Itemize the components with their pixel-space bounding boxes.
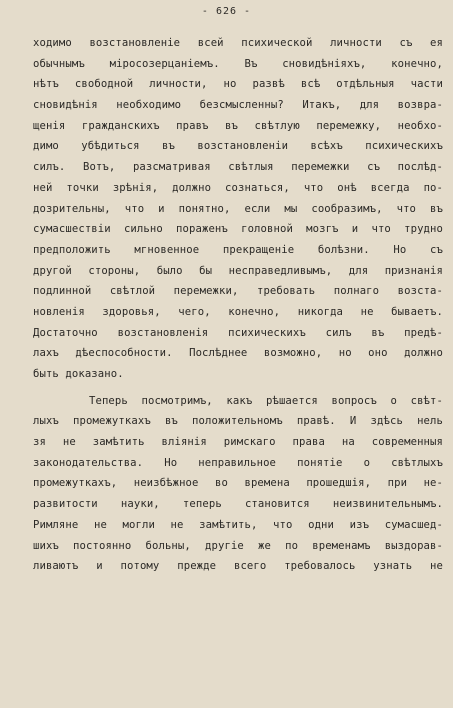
- text-line: лыхъ промежуткахъ въ положительномъ правѣ. И здѣсь нель: [33, 415, 443, 428]
- page-number: - 626 -: [201, 6, 252, 17]
- text-line: ливаютъ и потому прежде всего требовалось узнать не: [33, 560, 443, 573]
- text-line: лахъ дѣеспособности. Послѣднее возможно, но оно должно: [33, 347, 443, 360]
- text-line: обычнымъ міросозерцаніемъ. Въ сновидѣніяхъ, конечно,: [33, 57, 443, 70]
- text-line: шихъ постоянно больны, другіе же по временамъ выздорав-: [33, 539, 443, 552]
- text-line: предположить мгновенное прекращеніе болѣзни. Но съ: [33, 243, 443, 256]
- text-line: дозрительны, что и понятно, если мы сообразимъ, что въ: [33, 202, 443, 215]
- text-line: сумасшествіи сильно пораженъ головной мозгъ и что трудно: [33, 223, 443, 236]
- text-line: законодательства. Но неправильное понятіе о свѣтлыхъ: [33, 456, 443, 469]
- text-line: щенія гражданскихъ правъ въ свѣтлую перемежку, необхо-: [33, 119, 443, 132]
- text-line: промежуткахъ, неизбѣжное во времена прошедшія, при не-: [33, 477, 443, 490]
- text-line: сновидѣнія необходимо безсмысленны? Итакъ, для возвра-: [33, 99, 443, 112]
- text-line: Римляне не могли не замѣтить, что одни изъ сумасшед-: [33, 518, 443, 531]
- text-line: ней точки зрѣнія, должно сознаться, что онѣ всегда по-: [33, 181, 443, 194]
- text-line: Теперь посмотримъ, какъ рѣшается вопросъ о свѣт-: [89, 394, 443, 407]
- text-line: ходимо возстановленіе всей психической личности съ ея: [33, 37, 443, 49]
- body-text: [33, 33, 443, 577]
- text-line: Достаточно возстановленія психическихъ силъ въ предѣ-: [33, 326, 443, 339]
- paragraph: [33, 33, 443, 385]
- text-line: новленія здоровья, чего, конечно, никогда не бываетъ.: [33, 305, 443, 318]
- paragraph: [33, 391, 443, 577]
- text-line: быть доказано.: [33, 368, 124, 380]
- text-line: нѣтъ свободной личности, но развѣ всѣ отдѣльныя части: [33, 78, 443, 91]
- text-line: силъ. Вотъ, разсматривая свѣтлыя перемежки съ послѣд-: [33, 161, 443, 174]
- text-line: развитости науки, теперь становится неизвинительнымъ.: [33, 498, 443, 511]
- text-line: другой стороны, было бы несправедливымъ, для признанія: [33, 264, 443, 277]
- text-line: зя не замѣтить вліянія римскаго права на современныя: [33, 436, 443, 449]
- text-line: димо убѣдиться въ возстановленіи всѣхъ психическихъ: [33, 140, 443, 153]
- text-line: подлинной свѣтлой перемежки, требовать полнаго возста-: [33, 285, 443, 298]
